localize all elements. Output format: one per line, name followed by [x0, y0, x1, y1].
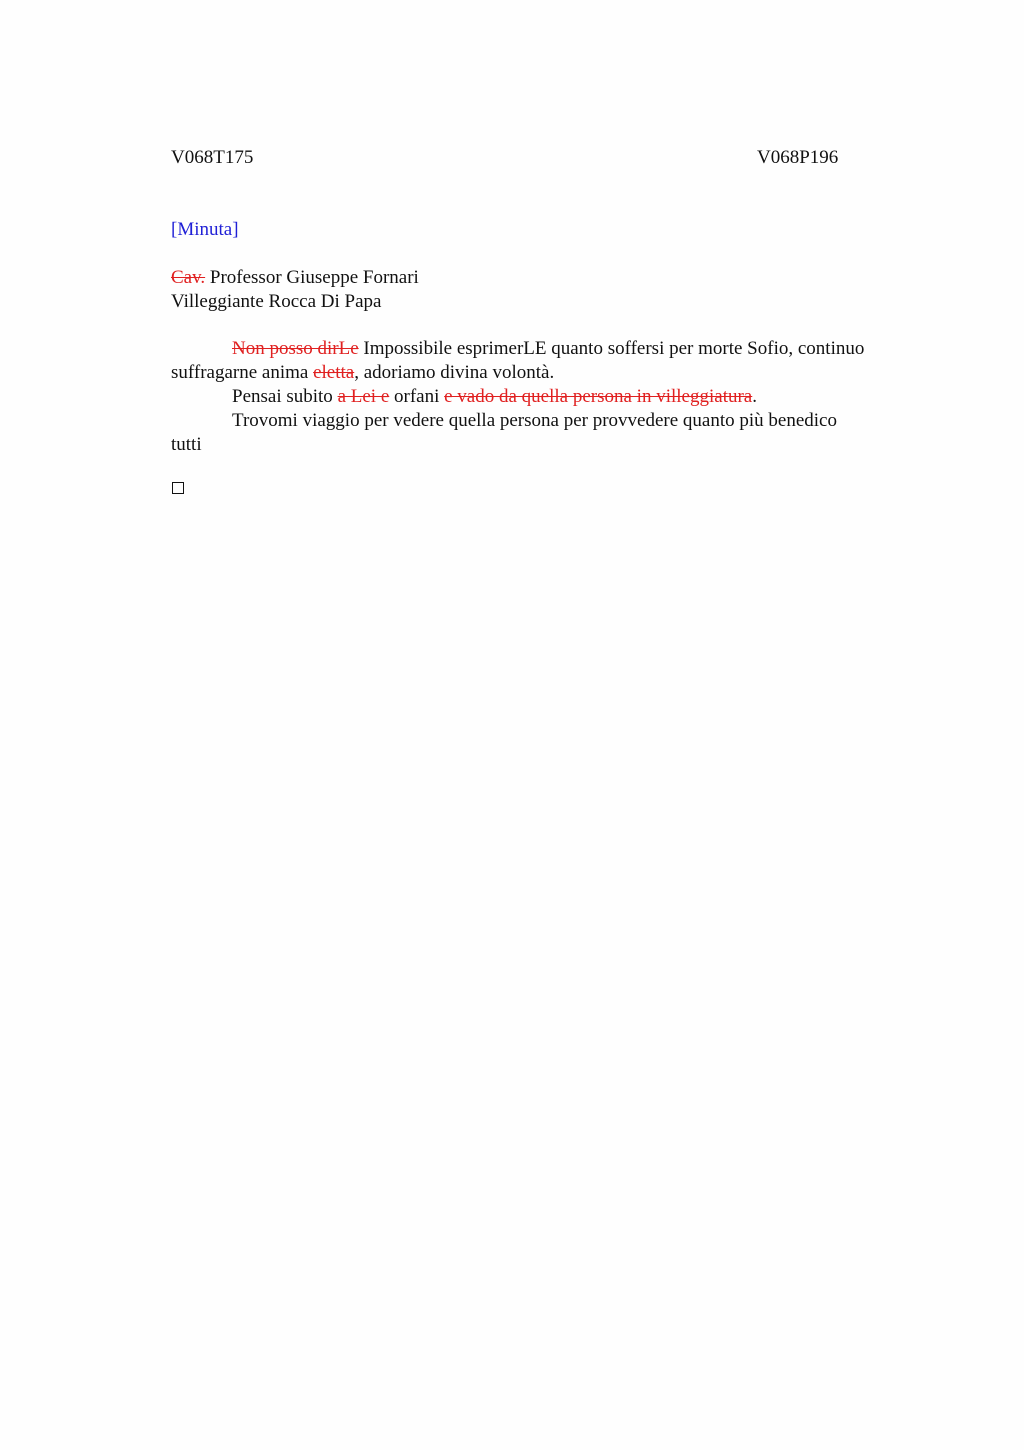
deleted-phrase: e vado da quella persona in villeggiatura [444, 386, 753, 407]
paragraph-text: Impossibile esprimerLE quanto soffersi per morte Sofio, continuo [363, 338, 865, 359]
paragraph-text: Pensai subito [232, 386, 333, 407]
deleted-phrase: Non posso dirLe [232, 338, 359, 359]
paragraph-continuation [171, 361, 931, 385]
deleted-title: Cav. [171, 267, 206, 288]
document-code-right: V068P196 [757, 147, 839, 168]
paragraph-text: Trovomi viaggio per vedere quella persona per provvedere quanto più benedico [232, 410, 837, 431]
minuta-label: [Minuta] [171, 219, 239, 240]
paragraph-1 [171, 337, 931, 385]
paragraph-text: orfani [394, 386, 440, 407]
paragraph-2 [171, 385, 931, 409]
recipient-block [171, 266, 419, 314]
recipient-name-line [171, 266, 419, 290]
paragraph-continuation: tutti [171, 434, 202, 455]
recipient-location: Villeggiante Rocca Di Papa [171, 291, 382, 312]
paragraph-text: , adoriamo divina volontà. [354, 362, 555, 383]
document-code-left: V068T175 [171, 147, 254, 168]
empty-square-icon [172, 482, 184, 494]
letter-body [171, 337, 931, 457]
deleted-word: eletta [313, 362, 355, 383]
recipient-name: Professor Giuseppe Fornari [209, 267, 419, 288]
paragraph-text: . [752, 386, 757, 407]
paragraph-3 [171, 409, 931, 457]
deleted-phrase: a Lei e [337, 386, 390, 407]
paragraph-text: suffragarne anima [171, 362, 309, 383]
